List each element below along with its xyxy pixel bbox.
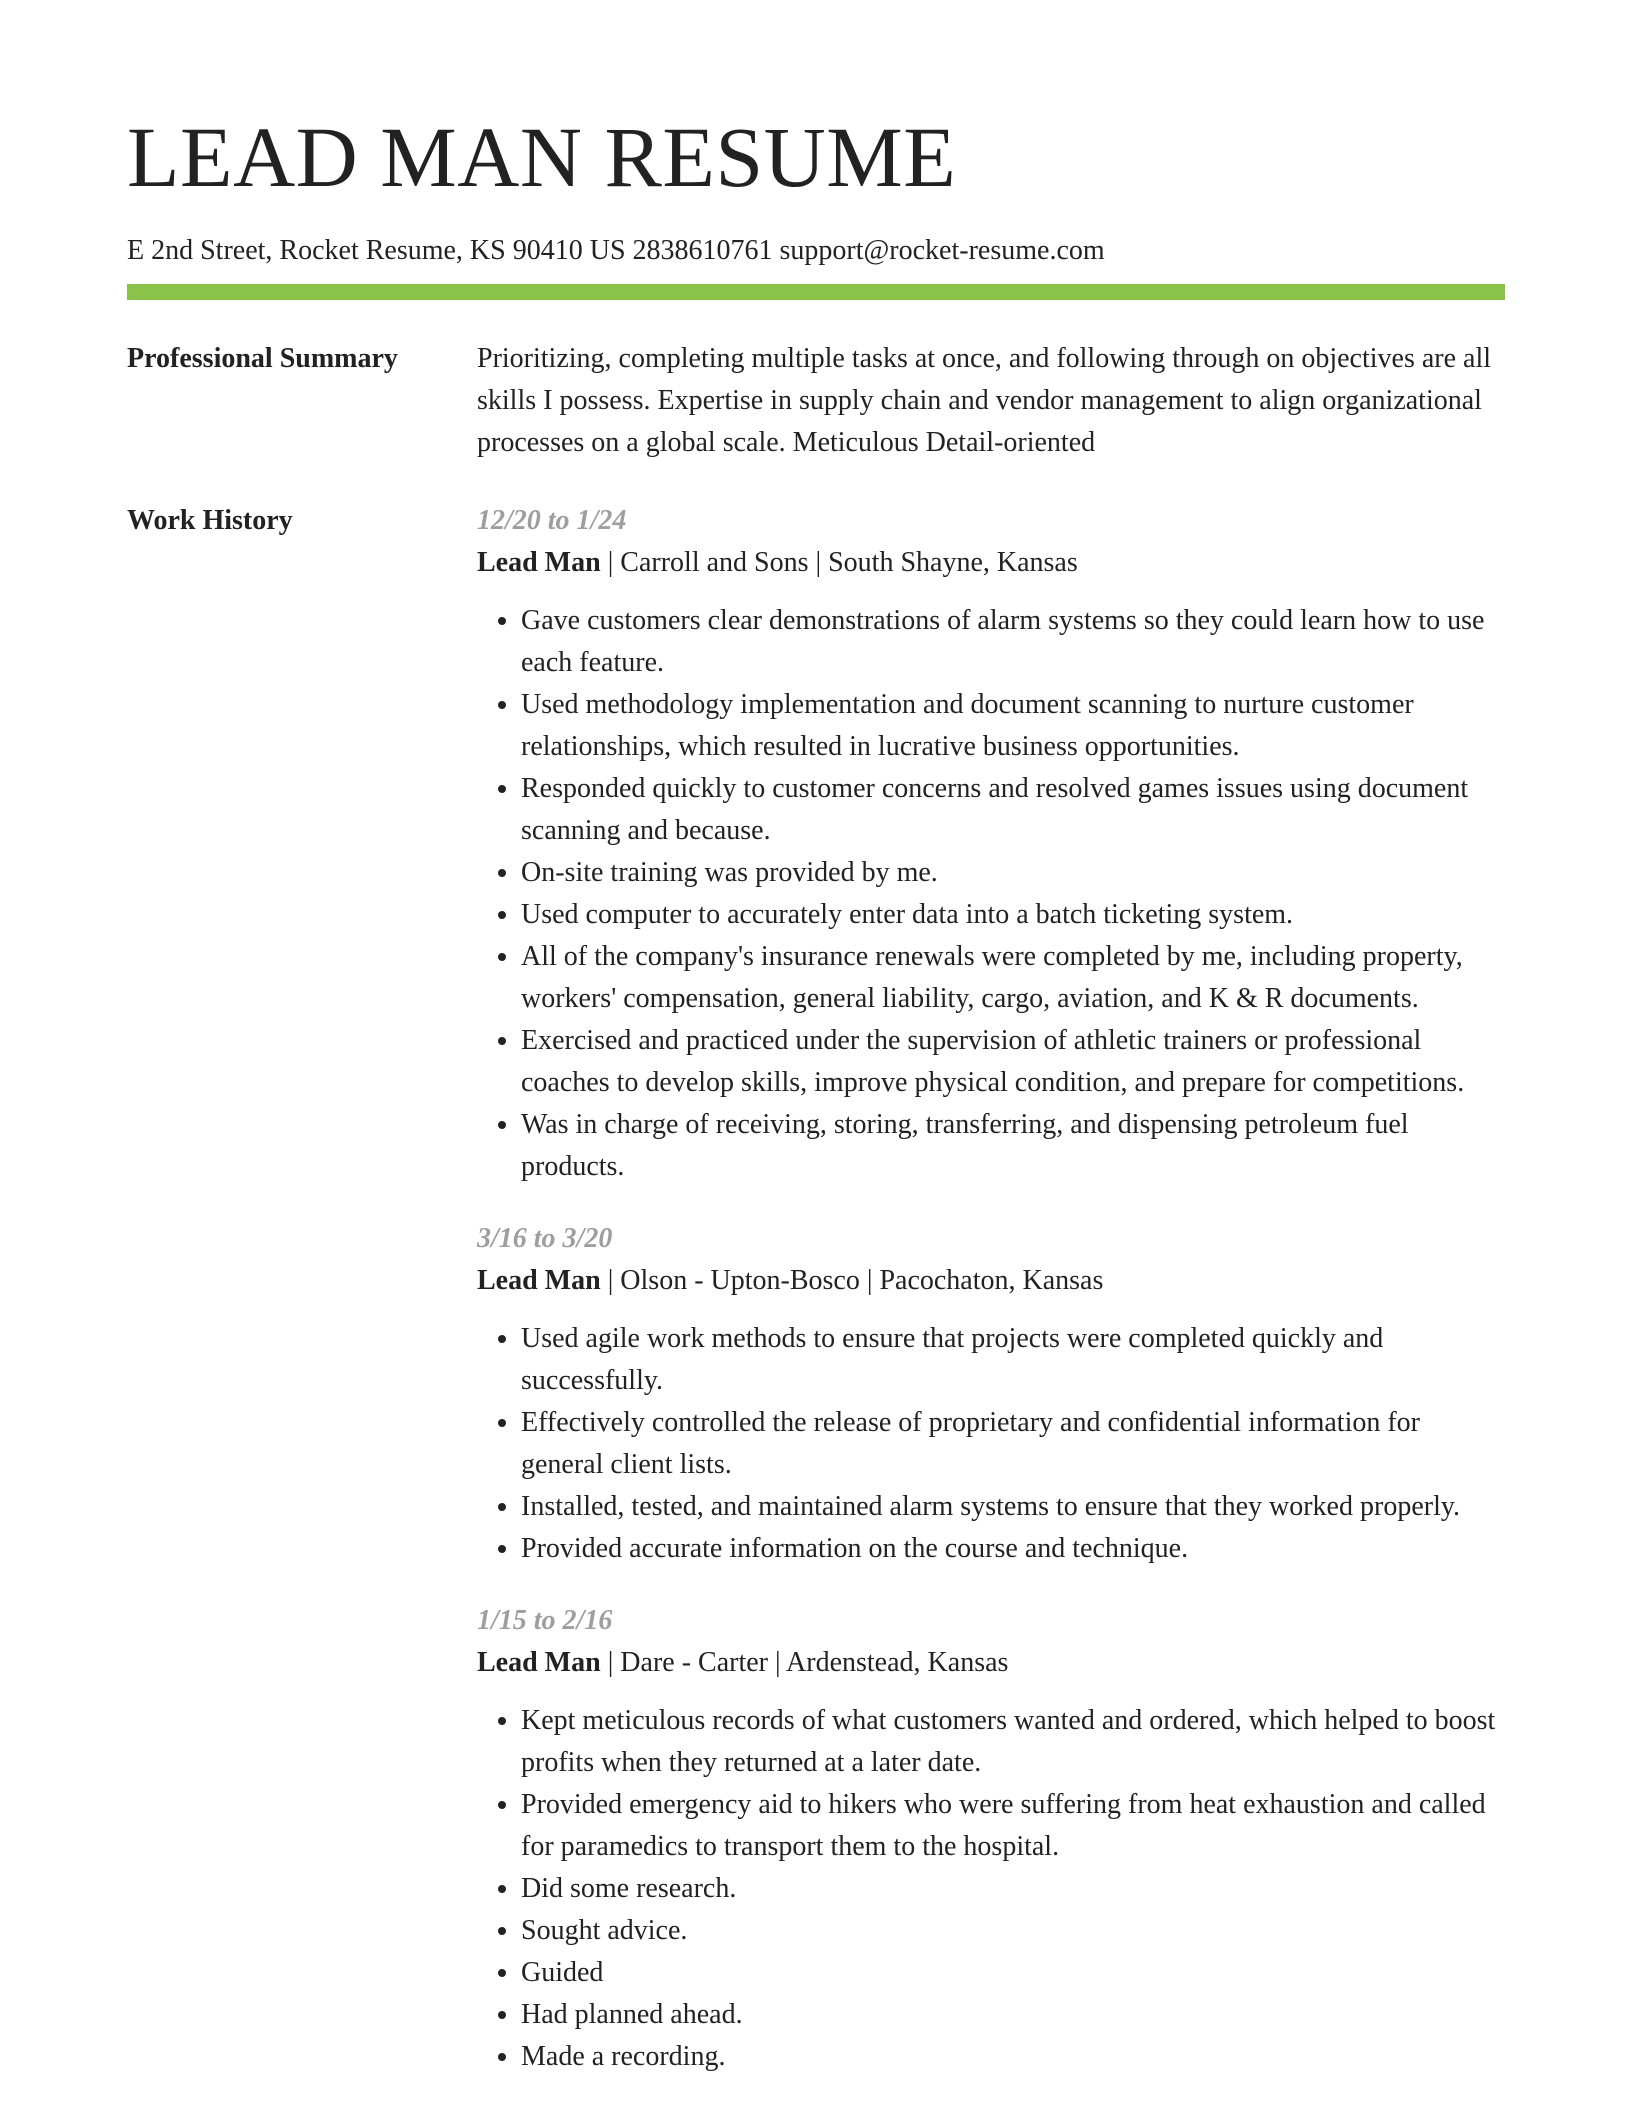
work-history-section: [127, 500, 1505, 2108]
job-dates: 12/20 to 1/24: [477, 504, 627, 536]
job-bullet: • Exercised and practiced under the supervision of athletic trainers or professional coaches to develop skills, improve physical condition, and prepare for competitions.: [521, 1020, 1505, 1104]
job-bullet: • Was in charge of receiving, storing, transferring, and dispensing petroleum fuel products.: [521, 1104, 1505, 1188]
job-title: Lead Man: [477, 1646, 601, 1678]
summary-section: [127, 338, 1505, 464]
job-bullet: • Gave customers clear demonstrations of alarm systems so they could learn how to use each feature.: [521, 600, 1505, 684]
summary-label: Professional Summary: [127, 342, 398, 374]
job-employer-location: | Olson - Upton-Bosco | Pacochaton, Kansas: [600, 1264, 1104, 1296]
job-bullet: • Used methodology implementation and document scanning to nurture customer relationships, which resulted in lucrative business opportunities.: [521, 684, 1505, 768]
job-bullet: • Installed, tested, and maintained alarm systems to ensure that they worked properly.: [521, 1486, 1505, 1528]
job-title-line: [477, 1642, 1505, 1684]
job-title: Lead Man: [477, 1264, 601, 1296]
job-entry: [477, 500, 1505, 1188]
job-bullet: • Kept meticulous records of what customers wanted and ordered, which helped to boost profits when they returned at a later date.: [521, 1700, 1505, 1784]
work-history-list: [477, 500, 1505, 2108]
job-bullet-list: [477, 600, 1505, 1188]
job-title-line: [477, 1260, 1505, 1302]
job-title-line: [477, 542, 1505, 584]
job-bullet: • On-site training was provided by me.: [521, 852, 1505, 894]
job-employer-location: | Carroll and Sons | South Shayne, Kansas: [600, 546, 1078, 578]
job-bullet: • Used agile work methods to ensure that projects were completed quickly and successfully.: [521, 1318, 1505, 1402]
work-history-label: Work History: [127, 504, 293, 536]
accent-divider: [127, 284, 1505, 300]
summary-text: Prioritizing, completing multiple tasks at once, and following through on objectives are all skills I possess. Expertise in supply chain and vendor management to align organizational processes on a global scale. Meticulous Detail-oriented: [477, 342, 1492, 458]
job-bullet: • Provided accurate information on the course and technique.: [521, 1528, 1505, 1570]
job-bullet: • Sought advice.: [521, 1910, 1505, 1952]
job-title: Lead Man: [477, 546, 601, 578]
job-bullet: • All of the company's insurance renewals were completed by me, including property, workers' compensation, general liability, cargo, aviation, and K & R documents.: [521, 936, 1505, 1020]
job-bullet: • Used computer to accurately enter data into a batch ticketing system.: [521, 894, 1505, 936]
job-bullet: • Effectively controlled the release of proprietary and confidential information for general client lists.: [521, 1402, 1505, 1486]
job-entry: [477, 1600, 1505, 2078]
job-bullet: • Responded quickly to customer concerns and resolved games issues using document scanning and because.: [521, 768, 1505, 852]
job-bullet: • Provided emergency aid to hikers who were suffering from heat exhaustion and called for paramedics to transport them to the hospital.: [521, 1784, 1505, 1868]
job-bullet: • Made a recording.: [521, 2036, 1505, 2078]
job-bullet: • Had planned ahead.: [521, 1994, 1505, 2036]
job-bullet-list: [477, 1700, 1505, 2078]
job-dates: 1/15 to 2/16: [477, 1604, 613, 1636]
contact-info: E 2nd Street, Rocket Resume, KS 90410 US 2838610761 support@rocket-resume.com: [127, 235, 1105, 266]
job-bullet: • Guided: [521, 1952, 1505, 1994]
job-bullet: • Did some research.: [521, 1868, 1505, 1910]
job-bullet-list: [477, 1318, 1505, 1570]
job-dates: 3/16 to 3/20: [477, 1222, 613, 1254]
job-entry: [477, 1218, 1505, 1570]
resume-title: LEAD MAN RESUME: [127, 109, 957, 205]
job-employer-location: | Dare - Carter | Ardenstead, Kansas: [600, 1646, 1009, 1678]
